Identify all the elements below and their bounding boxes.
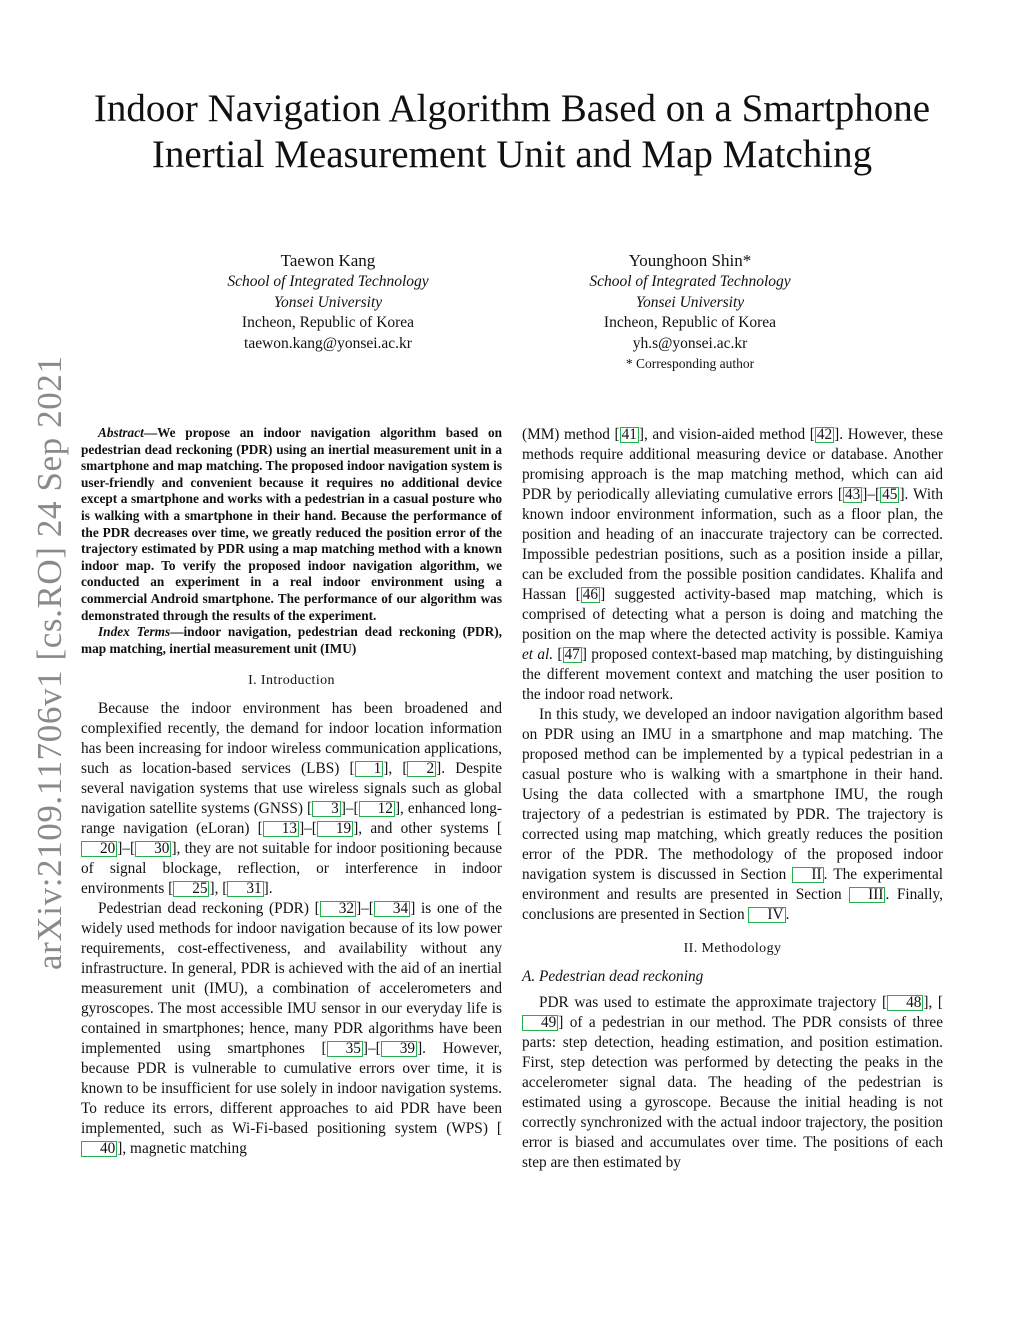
- index-terms: [81, 624, 502, 657]
- citation-link[interactable]: 25: [173, 881, 209, 897]
- citation-link[interactable]: 1: [355, 761, 384, 777]
- left-column: [81, 425, 502, 1159]
- section-heading-introduction: I. Introduction: [248, 673, 335, 689]
- citation-link[interactable]: 39: [381, 1041, 417, 1057]
- section-heading-methodology: II. Methodology: [683, 941, 782, 956]
- author-block-1: [193, 250, 463, 354]
- author-email[interactable]: taewon.kang@yonsei.ac.kr: [244, 334, 412, 352]
- citation-link[interactable]: 19: [317, 821, 353, 837]
- citation-link[interactable]: 34: [374, 901, 410, 917]
- subsection-heading-pdr: A. Pedestrian dead reckoning: [522, 968, 704, 985]
- abstract: [81, 425, 502, 624]
- citation-link[interactable]: 31: [227, 881, 263, 897]
- section-link[interactable]: III: [849, 887, 885, 903]
- citation-link[interactable]: 40: [81, 1141, 117, 1157]
- author-name: Younghoon Shin*: [628, 251, 752, 270]
- citation-link[interactable]: 42: [816, 426, 833, 443]
- citation-link[interactable]: 48: [887, 995, 923, 1011]
- citation-link[interactable]: 47: [564, 646, 580, 663]
- author-block-2: [555, 250, 825, 375]
- abstract-label: Abstract: [98, 425, 144, 440]
- author-email[interactable]: yh.s@yonsei.ac.kr: [632, 334, 748, 352]
- citation-link[interactable]: 43: [845, 486, 861, 503]
- citation-link[interactable]: 2: [407, 761, 436, 777]
- section-link[interactable]: IV: [748, 907, 785, 923]
- citation-link[interactable]: 30: [135, 841, 171, 857]
- corresponding-author-note: * Corresponding author: [625, 356, 755, 371]
- intro-paragraph-4: In this study, we developed an indoor navigation algorithm based on PDR using an IMU in a smartphone and map matching. The proposed method can be implemented by a typical pedestrian in a casual posture who is walking with a smartphone in their hand. Using the data collected with a smartphone IMU, the rough trajectory of a pedestrian is estimated by PDR. The trajectory is corrected using map matching, which greatly reduces the position error of the PDR. The methodology of the proposed indoor navigation system is discussed in Section II . The experimental environment and results are presented in Section III . Finally, conclusions are presented in Section IV .: [522, 706, 943, 923]
- abstract-text: —We propose an indoor navigation algorithm based on pedestrian dead reckoning (PDR) using an inertial measurement unit in a smartphone and map matching. The proposed indoor navigation system is user-friendly and convenient because it requires no additional device except a smartphone and works with a pedestrian in a casual posture who is walking with a smartphone in their hand. Because the performance of the PDR decreases over time, we greatly reduced the position error of the trajectory estimated by PDR using a map matching method with a known indoor map. To verify the proposed indoor navigation algorithm, we conducted an experiment in a real indoor environment using a commercial Android smartphone. The performance of our algorithm was demonstrated through the results of the experiment.: [81, 425, 502, 623]
- author-location: Incheon, Republic of Korea: [603, 314, 777, 331]
- citation-link[interactable]: 32: [320, 901, 356, 917]
- index-terms-text: —indoor navigation, pedestrian dead reckoning (PDR), map matching, inertial measurement unit (IMU): [81, 624, 502, 656]
- intro-paragraph-1: Because the indoor environment has been broadened and complexified recently, the demand for indoor location information has been increasing for indoor wireless communication applications, such as location-based services (LBS) [ 1 ], [ 2 ]. Despite several navigation systems that use wireless signals such as global navigation satellite systems (GNSS) [ 3 ]–[ 12 ], enhanced long-range navigation (eLoran) [ 13 ]–[ 19 ], and other systems [20 ]–[ 30 ], they are not suitable for indoor positioning because of signal blockage, reflection, or interference in indoor environments [ 25 ], [ 31 ].: [81, 700, 503, 898]
- author-school: School of Integrated Technology: [227, 273, 429, 290]
- right-column: [522, 425, 943, 1173]
- index-terms-label: Index Terms: [98, 624, 171, 640]
- author-name: Taewon Kang: [280, 251, 376, 270]
- citation-link[interactable]: 3: [312, 801, 341, 817]
- intro-paragraph-2: Pedestrian dead reckoning (PDR) [ 32 ]–[ 34 ] is one of the widely used methods for indoor navigation because of its low power requirements, cost-effectiveness, and availability without any infrastructure. In general, PDR is achieved with the aid of an inertial measurement unit (IMU), a combination of accelerometers and gyroscopes. The most accessible IMU sensor in our everyday life is contained in smartphones; hence, many PDR algorithms have been implemented using smartphones [ 35 ]–[ 39 ]. However, because PDR is vulnerable to cumulative errors over time, it is known to be insufficient for use solely in indoor navigation systems. To reduce its errors, different approaches to aid PDR have been implemented, such as Wi-Fi-based positioning system (WPS) [40 ], magnetic matching: [81, 900, 502, 1158]
- citation-link[interactable]: 45: [882, 486, 898, 503]
- methodology-paragraph-1: PDR was used to estimate the approximate trajectory [ 48 ], [49 ] of a pedestrian in our method. The PDR consists of three parts: step detection, heading estimation, and position estimation. First, step detection was performed by detecting the peaks in the accelerometer signal data. The heading of the pedestrian is estimated using a gyroscope. Because the initial heading is not correctly synchronized with the actual indoor trajectory, the position error is biased and accumulates over time. The positions of each step are then estimated by: [522, 994, 944, 1171]
- citation-link[interactable]: 20: [81, 841, 117, 857]
- paper-title: Indoor Navigation Algorithm Based on a Smartphone Inertial Measurement Unit and Map Matching: [93, 87, 931, 176]
- section-link[interactable]: II: [792, 867, 823, 883]
- citation-link[interactable]: 49: [522, 1015, 558, 1031]
- author-university: Yonsei University: [273, 293, 383, 311]
- arxiv-watermark: arXiv:2109.11706v1 [cs.RO] 24 Sep 2021: [30, 355, 69, 970]
- intro-paragraph-3: (MM) method [ 41 ], and vision-aided method [ 42 ]. However, these methods require additional measuring device or database. Another promising approach is the map matching method, which can aid PDR by periodically alleviating cumulative errors [ 43 ]–[ 45 ]. With known indoor environment information, such as a floor plan, the position and heading of an inaccurate trajectory can be corrected. Impossible pedestrian positions, such as a position inside a pillar, can be excluded from the possible position candidates. Khalifa and Hassan [ 46 ] suggested activity-based map matching, which is comprised of detecting what a person is doing and matching the position on the map where the detected activity is possible. Kamiya et al. [ 47 ] proposed context-based map matching, by distinguishing the different movement context and matching the user position to the indoor road network.: [522, 426, 944, 703]
- citation-link[interactable]: 12: [359, 801, 395, 817]
- author-location: Incheon, Republic of Korea: [241, 314, 415, 331]
- citation-link[interactable]: 46: [582, 586, 599, 603]
- author-university: Yonsei University: [635, 293, 745, 311]
- citation-link[interactable]: 35: [327, 1041, 363, 1057]
- citation-link[interactable]: 13: [263, 821, 299, 837]
- author-school: School of Integrated Technology: [589, 273, 791, 290]
- citation-link[interactable]: 41: [621, 426, 637, 443]
